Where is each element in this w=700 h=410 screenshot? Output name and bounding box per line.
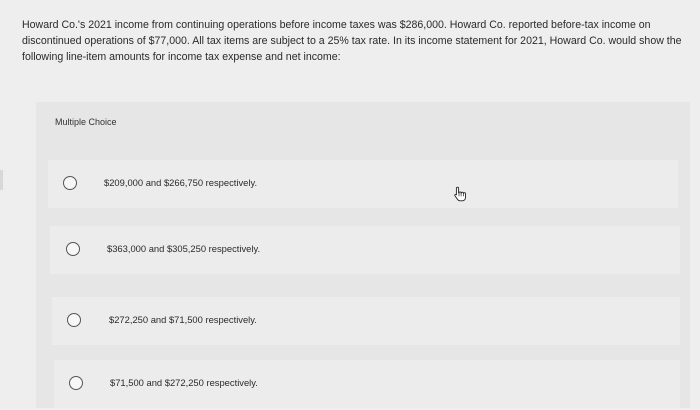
radio-button[interactable] [66,242,80,256]
radio-button[interactable] [67,313,81,327]
question-text: Howard Co.'s 2021 income from continuing operations before income taxes was $286,000. Howard Co. reported before-tax income on discontinued operations of $77,000. All tax items are subject to a 25% tax rate. In its income statement for 2021, Howard Co. would show the following line-item amounts for income tax expense and net income: [22,19,682,63]
radio-button[interactable] [63,176,77,190]
choice-label: $71,500 and $272,250 respectively. [110,377,258,388]
choice-label: $209,000 and $266,750 respectively. [104,177,258,188]
choice-option-1[interactable] [48,160,678,208]
choice-option-4[interactable] [54,360,680,408]
radio-button[interactable] [69,376,83,390]
choice-option-2[interactable] [50,226,680,274]
choice-label: $272,250 and $71,500 respectively. [109,314,257,325]
choice-label: $363,000 and $305,250 respectively. [107,243,261,254]
hand-pointer-icon [453,186,467,202]
page-edge-tab [0,170,3,190]
section-label: Multiple Choice [55,117,117,127]
multiple-choice-panel [36,102,690,408]
choice-option-3[interactable] [52,297,680,345]
